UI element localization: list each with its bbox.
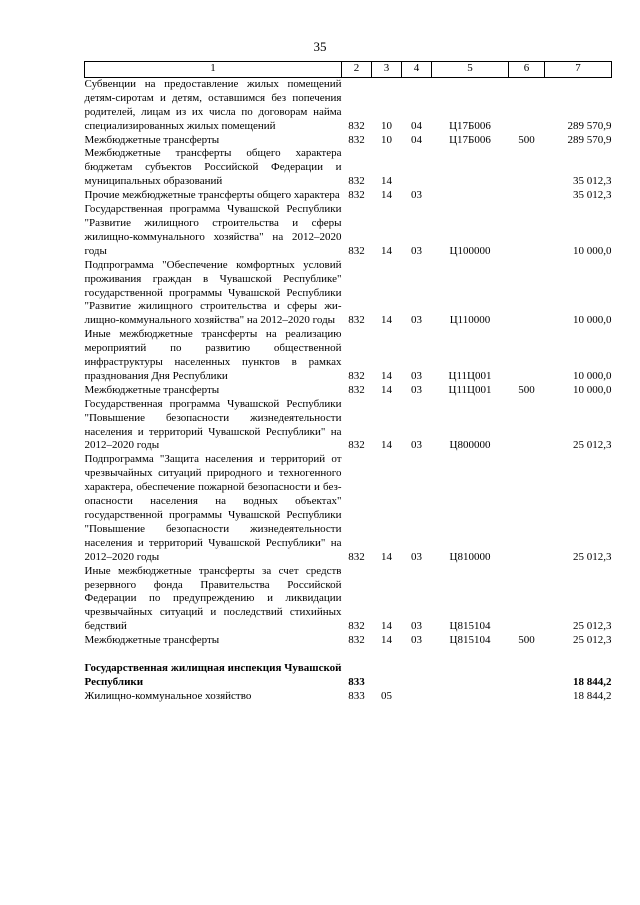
subsection-code: 04 <box>411 133 422 146</box>
table-row <box>85 77 612 133</box>
section-code: 14 <box>381 620 392 633</box>
target-article-code: Ц17Б006 <box>449 133 491 146</box>
expense-type-code: 500 <box>518 634 535 647</box>
target-article-code: Ц815104 <box>449 620 491 633</box>
table-row <box>85 259 612 329</box>
subsection-code: 03 <box>411 550 422 563</box>
amount: 10 000,0 <box>573 383 612 396</box>
expense-type-code <box>509 77 545 133</box>
table-row <box>85 565 612 635</box>
expense-type-code <box>509 398 545 454</box>
target-article-code: Ц800000 <box>449 439 491 452</box>
table-row <box>85 203 612 259</box>
expense-type-code <box>509 259 545 329</box>
ministry-code: 832 <box>348 314 365 327</box>
expense-type-code: 500 <box>518 383 535 396</box>
row-description: Иные межбюджетные трансферты за счет средств резервного фонда Правительства Российской Федерации по предупреждению и ликвидации чрезвычайных ситуаций и последствий стихийных бедствий <box>84 564 342 633</box>
ministry-code: 832 <box>348 175 365 188</box>
row-description: Государственная жилищная инспекция Чувашской Республики <box>84 662 342 688</box>
amount: 10 000,0 <box>573 369 612 382</box>
row-description: Подпрограмма "Обеспечение комфортных условий проживания граждан в Чувашской Республике" государственной программы Чувашской Республики "Развитие жилищного строительства и сферы жилищно-коммунального хозяйства" на 2012–2020 годы <box>84 258 342 327</box>
amount: 25 012,3 <box>573 634 612 647</box>
table-row <box>85 634 612 648</box>
ministry-code: 832 <box>348 189 365 202</box>
ministry-code: 832 <box>348 383 365 396</box>
subsection-code <box>402 662 432 690</box>
row-description: Субвенции на предоставление жилых помещений детям-сиротам и детям, оставшимся без попечения родителей, лицам из их числа по договорам найма специализированных жилых помещений <box>84 77 342 132</box>
row-description: Жилищно-коммунальное хозяйство <box>84 689 252 702</box>
ministry-code: 832 <box>348 620 365 633</box>
expense-type-code <box>509 203 545 259</box>
section-code: 14 <box>381 439 392 452</box>
ministry-code: 832 <box>348 369 365 382</box>
row-description: Межбюджетные трансферты общего характера бюджетам субъектов Российской Федерации и муниципальных образований <box>84 147 342 188</box>
target-article-code: Ц17Б006 <box>449 119 491 132</box>
expense-type-code: 500 <box>518 133 535 146</box>
row-description: Прочие межбюджетные трансферты общего характера <box>84 189 340 202</box>
budget-table <box>84 61 612 704</box>
target-article-code <box>432 690 509 704</box>
section-code <box>372 662 402 690</box>
section-code: 14 <box>381 634 392 647</box>
subsection-code: 03 <box>411 634 422 647</box>
table-row <box>85 134 612 148</box>
expense-type-code <box>509 565 545 635</box>
target-article-code: Ц815104 <box>449 634 491 647</box>
section-code: 05 <box>381 689 392 702</box>
section-code: 14 <box>381 175 392 188</box>
column-header-1: 1 <box>85 62 342 78</box>
amount: 25 012,3 <box>573 620 612 633</box>
ministry-code: 832 <box>348 133 365 146</box>
amount: 10 000,0 <box>573 314 612 327</box>
table-row <box>85 384 612 398</box>
amount: 18 844,2 <box>573 675 612 688</box>
row-description: Подпрограмма "Защита населения и территорий от чрезвычайных ситуаций природного и техногенного характера, обеспечение пожарной безопасности и безопасности населения на водных объектах" государственной программы Чувашской Республики "Повышение безопасности жизнедеятельности населения и территорий Чувашской Республики" на 2012–2020 годы <box>84 453 342 563</box>
subsection-code: 03 <box>411 314 422 327</box>
section-code: 14 <box>381 244 392 257</box>
ministry-code: 832 <box>348 550 365 563</box>
expense-type-code <box>509 147 545 189</box>
subsection-code: 03 <box>411 244 422 257</box>
column-number-header <box>85 62 612 78</box>
column-header-7: 7 <box>545 62 612 78</box>
row-description: Иные межбюджетные трансферты на реализацию мероприятий по развитию общественной инфраструктуры населенных пунктов в рамках празднования Дня Республики <box>84 328 342 382</box>
ministry-code: 832 <box>348 244 365 257</box>
target-article-code: Ц810000 <box>449 550 491 563</box>
expense-type-code <box>509 690 545 704</box>
table-spacer <box>85 648 612 662</box>
amount: 25 012,3 <box>573 439 612 452</box>
amount: 35 012,3 <box>573 189 612 202</box>
section-code: 14 <box>381 189 392 202</box>
subsection-code <box>402 147 432 189</box>
row-description: Межбюджетные трансферты <box>84 133 220 146</box>
column-header-3: 3 <box>372 62 402 78</box>
section-code: 14 <box>381 383 392 396</box>
subsection-code: 04 <box>411 119 422 132</box>
column-header-2: 2 <box>342 62 372 78</box>
ministry-code: 833 <box>348 689 365 702</box>
table-row <box>85 453 612 564</box>
subsection-code: 03 <box>411 189 422 202</box>
row-description: Государственная программа Чувашской Республики "Повышение безопасности жизнедеятельности населения и территорий Чувашской Республики" на 2012–2020 годы <box>84 397 342 452</box>
table-row <box>85 189 612 203</box>
target-article-code: Ц110000 <box>449 314 491 327</box>
subsection-code: 03 <box>411 383 422 396</box>
page-number: 35 <box>313 39 327 54</box>
table-row <box>85 147 612 189</box>
row-description: Государственная программа Чувашской Республики "Развитие жилищного строительства и сферы жилищно-коммунального хозяйства" на 2012–2020 годы <box>84 203 342 257</box>
section-code: 10 <box>381 133 392 146</box>
amount: 18 844,2 <box>573 689 612 702</box>
ministry-code: 833 <box>348 675 365 688</box>
amount: 25 012,3 <box>573 550 612 563</box>
subsection-code: 03 <box>411 620 422 633</box>
column-header-6: 6 <box>509 62 545 78</box>
amount: 35 012,3 <box>573 175 612 188</box>
subsection-code: 03 <box>411 439 422 452</box>
ministry-code: 832 <box>348 119 365 132</box>
subsection-code: 03 <box>411 369 422 382</box>
row-description: Межбюджетные трансферты <box>84 634 220 647</box>
section-code: 10 <box>381 119 392 132</box>
section-code: 14 <box>381 369 392 382</box>
subsection-code <box>402 690 432 704</box>
amount: 289 570,9 <box>567 133 612 146</box>
section-code: 14 <box>381 550 392 563</box>
table-row <box>85 398 612 454</box>
table-row <box>85 662 612 690</box>
expense-type-code <box>509 453 545 564</box>
column-header-5: 5 <box>432 62 509 78</box>
ministry-code: 832 <box>348 634 365 647</box>
target-article-code <box>432 147 509 189</box>
ministry-code: 832 <box>348 439 365 452</box>
amount: 10 000,0 <box>573 244 612 257</box>
amount: 289 570,9 <box>567 119 612 132</box>
column-header-4: 4 <box>402 62 432 78</box>
target-article-code: Ц100000 <box>449 244 491 257</box>
expense-type-code <box>509 328 545 384</box>
table-row <box>85 690 612 704</box>
expense-type-code <box>509 189 545 203</box>
row-description: Межбюджетные трансферты <box>84 383 220 396</box>
table-row <box>85 328 612 384</box>
target-article-code: Ц11Ц001 <box>448 369 492 382</box>
expense-type-code <box>509 662 545 690</box>
target-article-code <box>432 189 509 203</box>
target-article-code: Ц11Ц001 <box>448 383 492 396</box>
target-article-code <box>432 662 509 690</box>
section-code: 14 <box>381 314 392 327</box>
